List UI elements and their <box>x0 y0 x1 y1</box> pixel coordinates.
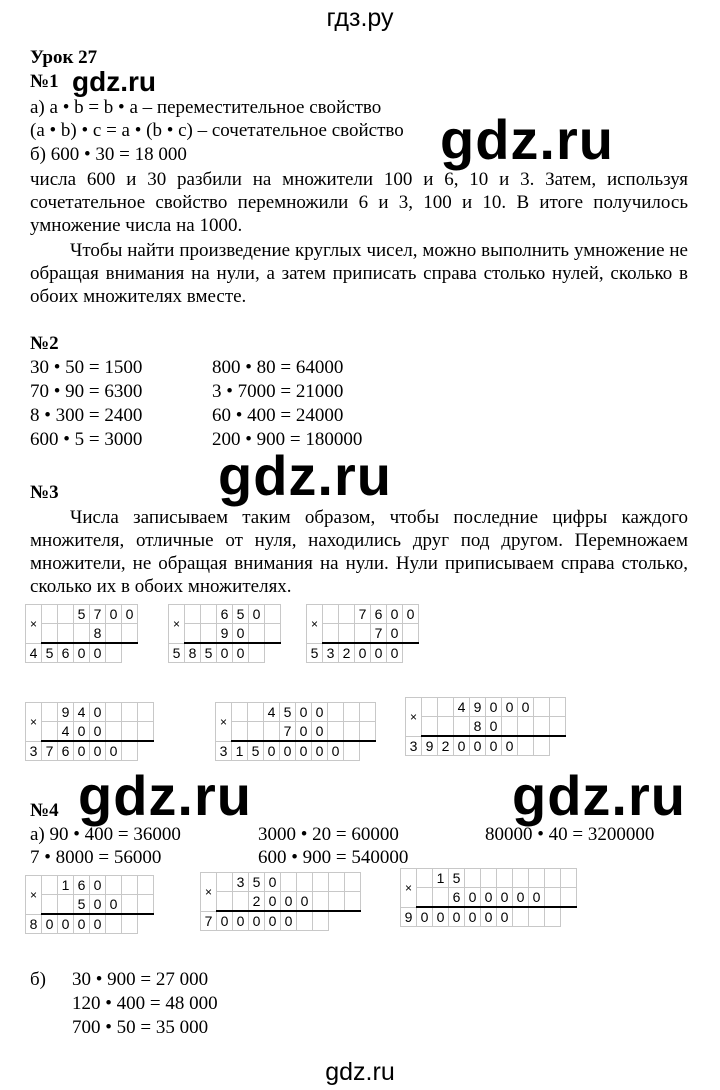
grid-digit <box>122 722 138 742</box>
grid-digit: 0 <box>296 741 312 761</box>
grid-digit: 0 <box>502 698 518 717</box>
task1-line-a1: а) a • b = b • a – переместительное свойство <box>30 97 382 118</box>
grid-row <box>216 741 376 761</box>
grid-digit <box>265 605 281 624</box>
grid-digit: 0 <box>90 703 106 722</box>
grid-table <box>400 868 577 927</box>
task4-b-line: 700 • 50 = 35 000 <box>72 1017 209 1038</box>
grid-digit <box>297 873 313 892</box>
grid-digit <box>550 717 566 737</box>
task4-row2-item: 7 • 8000 = 56000 <box>30 847 162 868</box>
grid-digit: 0 <box>74 722 90 742</box>
grid-digit <box>42 605 58 624</box>
watermark-4: gdz.ru <box>512 764 686 827</box>
grid-table <box>200 872 361 931</box>
grid-digit: 0 <box>58 914 74 934</box>
grid-table <box>405 697 566 756</box>
grid-digit: 0 <box>281 911 297 931</box>
grid-digit <box>518 717 534 737</box>
grid-digit <box>42 703 58 722</box>
task2-col1-line: 600 • 5 = 3000 <box>30 429 143 450</box>
grid-digit: 0 <box>481 888 497 908</box>
grid-digit <box>106 643 122 663</box>
grid-row <box>169 605 281 624</box>
grid-digit: 0 <box>497 888 513 908</box>
grid-digit <box>106 876 122 895</box>
grid-row <box>26 741 154 761</box>
grid-digit <box>106 914 122 934</box>
grid-digit: 5 <box>42 643 58 663</box>
grid-digit <box>264 722 280 742</box>
grid-digit <box>534 698 550 717</box>
grid-digit <box>58 605 74 624</box>
grid-digit: 8 <box>185 643 201 663</box>
grid-digit: 3 <box>26 741 42 761</box>
grid-row <box>169 643 281 663</box>
grid-digit <box>339 624 355 644</box>
grid-digit: 1 <box>433 869 449 888</box>
site-footer[interactable]: gdz.ru <box>325 1058 395 1086</box>
grid-digit: 7 <box>371 624 387 644</box>
multiply-sign: × <box>216 703 232 742</box>
grid-digit <box>249 643 265 663</box>
grid-digit <box>344 722 360 742</box>
grid-digit: 0 <box>296 722 312 742</box>
grid-digit <box>529 869 545 888</box>
grid-digit: 0 <box>90 643 106 663</box>
grid-digit <box>328 722 344 742</box>
grid-digit: 0 <box>513 888 529 908</box>
grid-digit <box>313 873 329 892</box>
grid-digit <box>281 873 297 892</box>
multiply-sign: × <box>26 703 42 742</box>
grid-row <box>307 643 419 663</box>
grid-digit: 0 <box>481 907 497 927</box>
task2-label: №2 <box>30 333 59 354</box>
grid-digit <box>545 869 561 888</box>
grid-row <box>406 698 566 717</box>
grid-digit: 7 <box>280 722 296 742</box>
grid-digit: 0 <box>106 605 122 624</box>
grid-digit <box>217 892 233 912</box>
grid-digit: 5 <box>280 703 296 722</box>
task4-b-label: б) <box>30 969 46 990</box>
grid-digit <box>438 717 454 737</box>
grid-digit: 4 <box>454 698 470 717</box>
grid-digit: 9 <box>401 907 417 927</box>
grid-digit: 0 <box>387 624 403 644</box>
grid-digit <box>323 624 339 644</box>
grid-row <box>26 876 154 895</box>
grid-digit <box>185 605 201 624</box>
grid-digit: 0 <box>486 698 502 717</box>
grid-digit: 9 <box>217 624 233 644</box>
grid-digit <box>403 624 419 644</box>
grid-digit <box>58 895 74 915</box>
grid-row <box>216 722 376 742</box>
grid-digit <box>201 624 217 644</box>
grid-digit <box>502 717 518 737</box>
grid-row <box>26 895 154 915</box>
grid-digit: 5 <box>248 741 264 761</box>
grid-digit: 0 <box>74 741 90 761</box>
grid-digit: 0 <box>312 722 328 742</box>
task4-row1-item: а) 90 • 400 = 36000 <box>30 824 181 845</box>
grid-digit: 9 <box>58 703 74 722</box>
grid-digit <box>138 722 154 742</box>
grid-digit: 2 <box>438 736 454 756</box>
task2-col1-line: 70 • 90 = 6300 <box>30 381 143 402</box>
grid-digit: 6 <box>58 643 74 663</box>
grid-table <box>168 604 281 663</box>
grid-digit <box>74 624 90 644</box>
grid-digit: 0 <box>217 643 233 663</box>
task2-col2-line: 3 • 7000 = 21000 <box>212 381 344 402</box>
grid-digit: 5 <box>74 605 90 624</box>
grid-digit: 2 <box>339 643 355 663</box>
grid-digit <box>106 722 122 742</box>
grid-digit: 0 <box>90 876 106 895</box>
grid-digit: 2 <box>249 892 265 912</box>
grid-digit <box>345 873 361 892</box>
grid-table <box>25 875 154 934</box>
task3-paragraph: Числа записываем таким образом, чтобы последние цифры каждого множителя, отличные от нуля, находились друг под другом. Перемножаем множители, не обращая внимания на нули. Нули приписываем справа столько, сколько их в обоих множителях. <box>30 507 688 597</box>
grid-digit <box>265 624 281 644</box>
grid-digit <box>138 876 154 895</box>
grid-digit: 0 <box>486 717 502 737</box>
grid-digit <box>42 876 58 895</box>
grid-digit: 5 <box>449 869 465 888</box>
grid-row <box>401 888 577 908</box>
grid-digit: 4 <box>74 703 90 722</box>
grid-digit <box>355 624 371 644</box>
grid-digit: 0 <box>249 605 265 624</box>
grid-digit: 0 <box>465 907 481 927</box>
multiply-sign: × <box>26 605 42 644</box>
grid-row <box>401 869 577 888</box>
grid-digit: 6 <box>449 888 465 908</box>
grid-digit: 6 <box>74 876 90 895</box>
task2-col2-line: 60 • 400 = 24000 <box>212 405 344 426</box>
grid-digit: 1 <box>232 741 248 761</box>
grid-digit: 5 <box>169 643 185 663</box>
grid-digit <box>481 869 497 888</box>
grid-digit <box>339 605 355 624</box>
grid-digit <box>561 888 577 908</box>
grid-digit: 0 <box>106 741 122 761</box>
task1-paragraph2: Чтобы найти произведение круглых чисел, можно выполнить умножение не обращая внимания на нули, а затем приписать справа столько нулей, сколько в обоих множителях вместе. <box>30 240 688 307</box>
grid-digit: 3 <box>233 873 249 892</box>
task4-row2-item: 600 • 900 = 540000 <box>258 847 409 868</box>
grid-digit <box>534 717 550 737</box>
grid-digit: 0 <box>233 624 249 644</box>
grid-digit <box>42 895 58 915</box>
grid-digit <box>497 869 513 888</box>
grid-row <box>307 605 419 624</box>
grid-digit: 0 <box>296 703 312 722</box>
multiplication-grid <box>400 868 577 927</box>
grid-digit <box>232 722 248 742</box>
grid-digit: 0 <box>281 892 297 912</box>
grid-digit: 0 <box>74 914 90 934</box>
grid-digit: 6 <box>217 605 233 624</box>
grid-digit: 0 <box>265 911 281 931</box>
grid-row <box>26 643 138 663</box>
grid-digit: 0 <box>371 643 387 663</box>
multiplication-grid <box>25 702 154 761</box>
task3-label: №3 <box>30 482 59 503</box>
multiplication-grid <box>168 604 281 663</box>
grid-digit: 0 <box>417 907 433 927</box>
grid-digit: 0 <box>449 907 465 927</box>
grid-digit <box>518 736 534 756</box>
lesson-title: Урок 27 <box>30 47 98 68</box>
grid-digit <box>106 703 122 722</box>
grid-digit: 0 <box>312 741 328 761</box>
grid-digit: 4 <box>26 643 42 663</box>
grid-row <box>26 605 138 624</box>
grid-digit: 0 <box>217 911 233 931</box>
grid-digit: 0 <box>90 895 106 915</box>
task4-row1-item: 3000 • 20 = 60000 <box>258 824 399 845</box>
grid-digit: 7 <box>90 605 106 624</box>
grid-row <box>201 911 361 931</box>
grid-digit: 8 <box>90 624 106 644</box>
multiply-sign: × <box>169 605 185 644</box>
grid-table <box>306 604 419 663</box>
grid-digit <box>422 717 438 737</box>
grid-digit <box>344 741 360 761</box>
grid-digit: 6 <box>58 741 74 761</box>
grid-digit: 3 <box>216 741 232 761</box>
grid-digit <box>534 736 550 756</box>
task2-col1-line: 30 • 50 = 1500 <box>30 357 143 378</box>
grid-row <box>406 736 566 756</box>
grid-digit: 8 <box>470 717 486 737</box>
grid-row <box>201 873 361 892</box>
grid-digit <box>465 869 481 888</box>
grid-digit <box>513 907 529 927</box>
task4-b-line: 120 • 400 = 48 000 <box>72 993 218 1014</box>
grid-digit: 0 <box>90 722 106 742</box>
grid-row <box>26 914 154 934</box>
grid-digit <box>138 895 154 915</box>
task1-line-b: б) 600 • 30 = 18 000 <box>30 144 187 165</box>
grid-digit: 0 <box>106 895 122 915</box>
grid-digit: 0 <box>502 736 518 756</box>
grid-digit <box>323 605 339 624</box>
grid-digit: 0 <box>297 892 313 912</box>
grid-digit: 0 <box>454 736 470 756</box>
grid-digit <box>545 888 561 908</box>
grid-digit <box>313 911 329 931</box>
site-header[interactable]: гдз.ру <box>326 4 394 32</box>
multiply-sign: × <box>26 876 42 915</box>
grid-digit <box>248 722 264 742</box>
task1-label: №1 <box>30 71 59 92</box>
grid-digit: 5 <box>74 895 90 915</box>
grid-digit: 0 <box>233 911 249 931</box>
multiply-sign: × <box>201 873 217 912</box>
grid-digit: 0 <box>465 888 481 908</box>
grid-digit: 0 <box>280 741 296 761</box>
grid-digit: 0 <box>433 907 449 927</box>
grid-digit: 9 <box>422 736 438 756</box>
watermark-2: gdz.ru <box>218 444 392 507</box>
grid-digit: 0 <box>265 892 281 912</box>
grid-digit <box>345 892 361 912</box>
grid-digit <box>344 703 360 722</box>
grid-digit: 4 <box>58 722 74 742</box>
grid-row <box>401 907 577 927</box>
grid-digit: 0 <box>403 605 419 624</box>
grid-digit: 0 <box>249 911 265 931</box>
grid-digit: 0 <box>42 914 58 934</box>
multiply-sign: × <box>406 698 422 737</box>
task4-b-line: 30 • 900 = 27 000 <box>72 969 209 990</box>
grid-digit <box>122 914 138 934</box>
grid-row <box>406 717 566 737</box>
grid-row <box>26 722 154 742</box>
grid-digit: 5 <box>249 873 265 892</box>
grid-table <box>25 702 154 761</box>
multiply-sign: × <box>307 605 323 644</box>
task4-row1-item: 80000 • 40 = 3200000 <box>485 824 655 845</box>
grid-digit <box>313 892 329 912</box>
grid-digit <box>233 892 249 912</box>
task2-col2-line: 200 • 900 = 180000 <box>212 429 363 450</box>
multiplication-grid <box>25 875 154 934</box>
grid-digit <box>122 895 138 915</box>
grid-digit <box>360 703 376 722</box>
grid-row <box>26 624 138 644</box>
grid-digit <box>249 624 265 644</box>
grid-digit <box>122 741 138 761</box>
grid-digit <box>122 703 138 722</box>
grid-digit: 0 <box>387 643 403 663</box>
task2-col1-line: 8 • 300 = 2400 <box>30 405 143 426</box>
grid-digit <box>550 698 566 717</box>
grid-row <box>216 703 376 722</box>
grid-digit: 7 <box>355 605 371 624</box>
grid-digit: 0 <box>264 741 280 761</box>
grid-digit <box>417 869 433 888</box>
grid-digit <box>513 869 529 888</box>
multiplication-grid <box>215 702 376 761</box>
grid-digit <box>417 888 433 908</box>
grid-digit: 0 <box>470 736 486 756</box>
grid-digit <box>232 703 248 722</box>
grid-digit <box>545 907 561 927</box>
grid-digit: 0 <box>90 914 106 934</box>
grid-row <box>307 624 419 644</box>
grid-table <box>25 604 138 663</box>
grid-digit <box>122 624 138 644</box>
grid-digit <box>329 873 345 892</box>
grid-digit <box>297 911 313 931</box>
grid-digit: 0 <box>312 703 328 722</box>
grid-digit: 0 <box>122 605 138 624</box>
multiplication-grid <box>405 697 566 756</box>
grid-digit <box>58 624 74 644</box>
task1-line-a2: (a • b) • c = a • (b • c) – сочетательное свойство <box>30 120 404 141</box>
grid-digit <box>454 717 470 737</box>
multiply-sign: × <box>401 869 417 908</box>
grid-digit: 0 <box>233 643 249 663</box>
grid-digit: 6 <box>371 605 387 624</box>
multiplication-grid <box>306 604 419 663</box>
grid-digit <box>201 605 217 624</box>
grid-digit: 0 <box>328 741 344 761</box>
grid-digit <box>42 722 58 742</box>
grid-digit <box>561 869 577 888</box>
grid-digit: 3 <box>406 736 422 756</box>
grid-digit <box>422 698 438 717</box>
grid-digit: 0 <box>497 907 513 927</box>
grid-digit: 0 <box>355 643 371 663</box>
grid-row <box>169 624 281 644</box>
multiplication-grid <box>25 604 138 663</box>
multiplication-grid <box>200 872 361 931</box>
grid-digit <box>248 703 264 722</box>
grid-digit <box>438 698 454 717</box>
grid-digit: 1 <box>58 876 74 895</box>
grid-digit: 7 <box>42 741 58 761</box>
grid-digit <box>217 873 233 892</box>
grid-digit <box>329 892 345 912</box>
grid-digit: 4 <box>264 703 280 722</box>
grid-digit <box>433 888 449 908</box>
task2-col2-line: 800 • 80 = 64000 <box>212 357 344 378</box>
grid-digit <box>106 624 122 644</box>
watermark-small: gdz.ru <box>72 66 156 97</box>
grid-digit: 0 <box>387 605 403 624</box>
grid-digit: 5 <box>307 643 323 663</box>
grid-digit: 9 <box>470 698 486 717</box>
grid-digit: 7 <box>201 911 217 931</box>
watermark-1: gdz.ru <box>440 108 614 171</box>
grid-digit <box>122 876 138 895</box>
grid-digit <box>185 624 201 644</box>
grid-digit <box>328 703 344 722</box>
grid-digit: 8 <box>26 914 42 934</box>
grid-digit: 0 <box>90 741 106 761</box>
grid-digit: 0 <box>529 888 545 908</box>
grid-row <box>26 703 154 722</box>
grid-digit: 0 <box>74 643 90 663</box>
grid-digit <box>529 907 545 927</box>
grid-digit: 5 <box>233 605 249 624</box>
grid-digit: 0 <box>518 698 534 717</box>
task1-paragraph1: числа 600 и 30 разбили на множители 100 и 6, 10 и 3. Затем, используя сочетательное свойство перемножили 6 и 3, 100 и 10. В итоге получилось умножение числа на 1000. <box>30 169 688 236</box>
grid-digit: 0 <box>265 873 281 892</box>
grid-digit: 3 <box>323 643 339 663</box>
grid-table <box>215 702 376 761</box>
grid-row <box>201 892 361 912</box>
grid-digit: 0 <box>486 736 502 756</box>
grid-digit: 5 <box>201 643 217 663</box>
grid-digit <box>138 703 154 722</box>
watermark-3: gdz.ru <box>78 764 252 827</box>
task4-label: №4 <box>30 800 59 821</box>
grid-digit <box>360 722 376 742</box>
grid-digit <box>42 624 58 644</box>
